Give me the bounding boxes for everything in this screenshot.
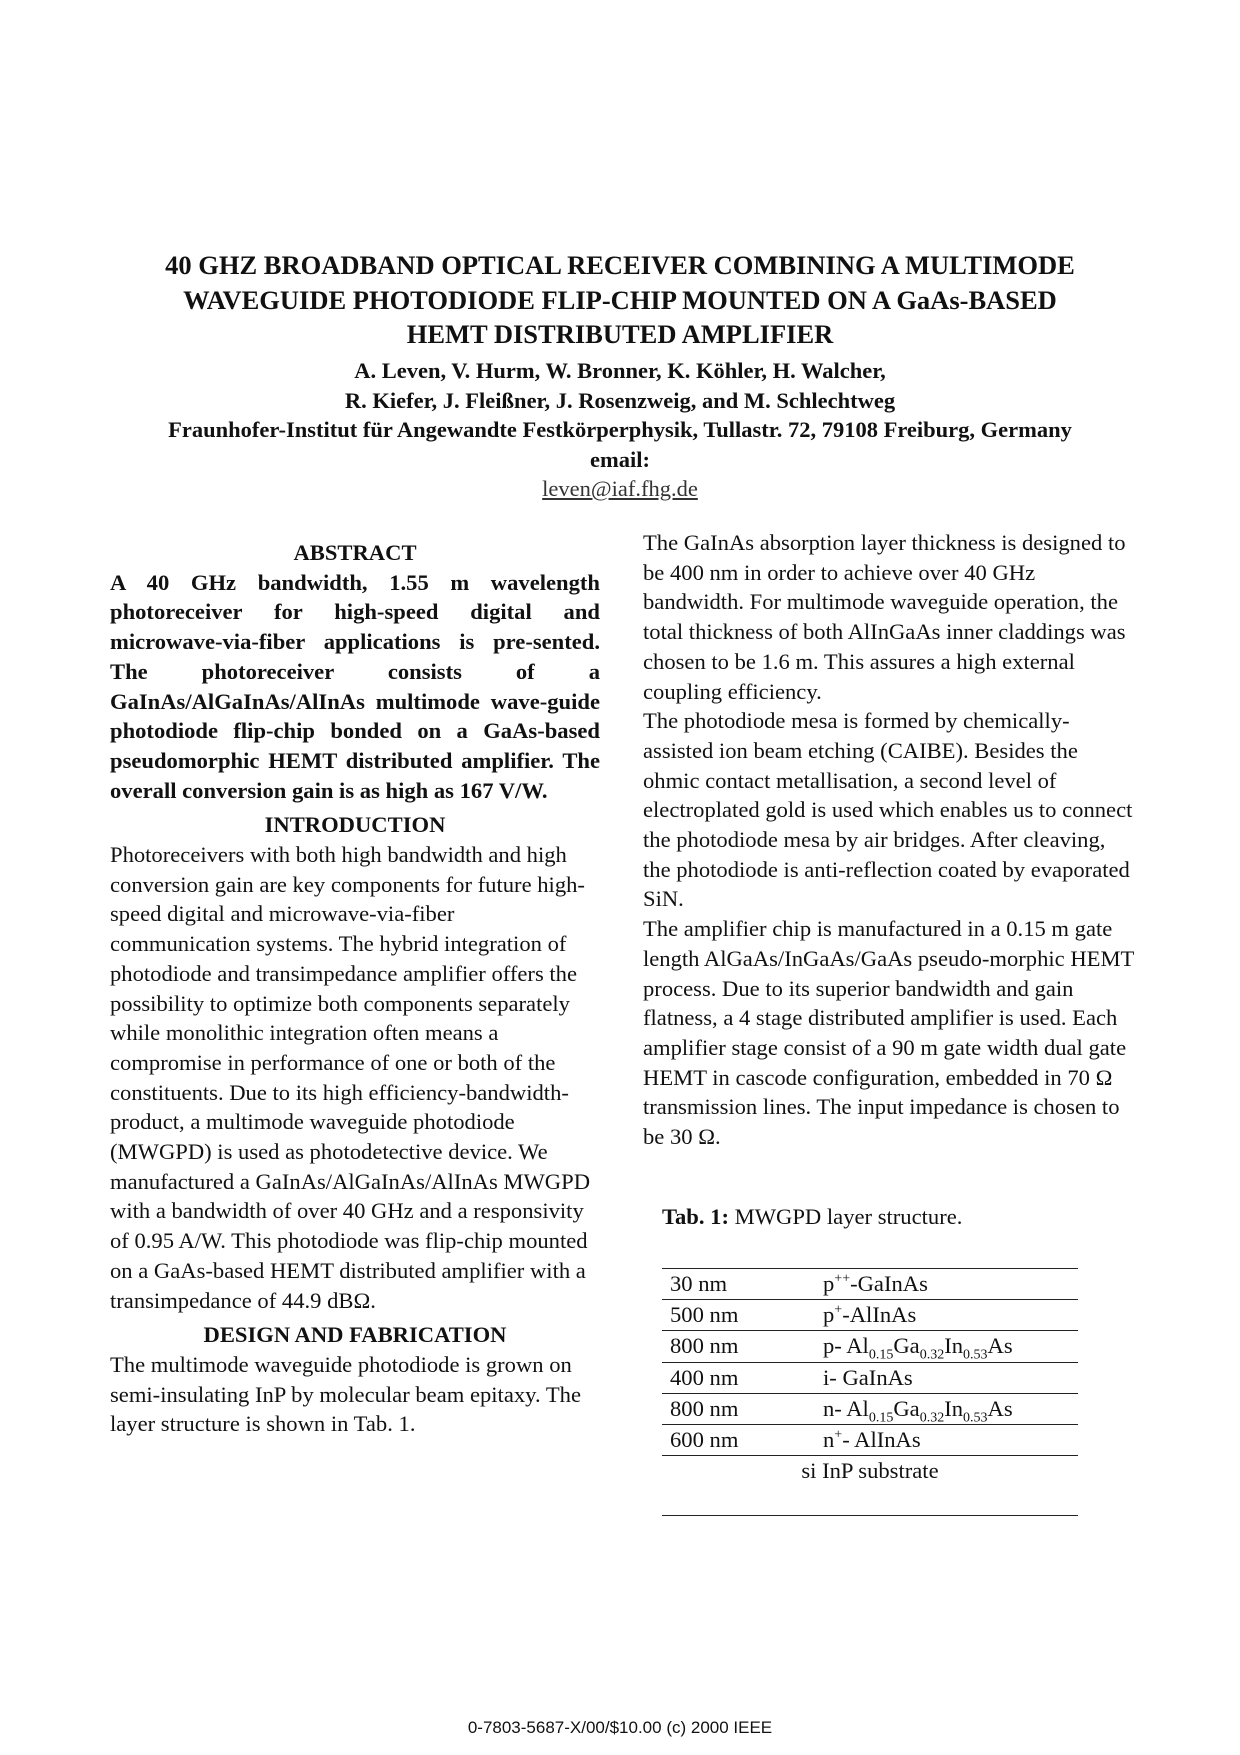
authors-line-2: R. Kiefer, J. Fleißner, J. Rosenzweig, and M. Schlechtweg: [344, 387, 896, 413]
copyright-footer: 0-7803-5687-X/00/$10.00 (c) 2000 IEEE: [467, 1718, 773, 1737]
author-block: [80, 356, 1160, 504]
right-column: [643, 528, 1138, 1152]
left-column: [110, 528, 600, 1439]
table-row: [662, 1300, 1078, 1331]
right-paragraph-3: The amplifier chip is manufactured in a 0.15 m gate length AlGaAs/InGaAs/GaAs pseudo-morphic HEMT process. Due to its superior bandwidth and gain flatness, a 4 stage distributed amplifier is used. Each amplifier stage consist of a 90 m gate width dual gate HEMT in cascode configuration, embedded in 70 Ω transmission lines. The input impedance is chosen to be 30 Ω.: [643, 916, 1134, 1150]
email-link[interactable]: leven@iaf.fhg.de: [542, 476, 698, 501]
design-text: The multimode waveguide photodiode is grown on semi-insulating InP by molecular beam epitaxy. The layer structure is shown in Tab. 1.: [110, 1351, 582, 1437]
layer-thickness: 400 nm: [662, 1362, 815, 1393]
layer-material: p++-GaInAs: [815, 1269, 1078, 1300]
layer-material: p- $Al_{0.15}Ga_{0.32}In_{0.53}As$: [815, 1331, 1078, 1362]
abstract-heading: ABSTRACT: [293, 540, 417, 565]
email-label: email:: [590, 446, 650, 472]
table-row: [662, 1331, 1078, 1362]
title-line-1: 40 GHZ BROADBAND OPTICAL RECEIVER COMBINING A MULTIMODE: [165, 250, 1075, 280]
layer-thickness: 800 nm: [662, 1393, 815, 1424]
affiliation: Fraunhofer-Institut für Angewandte Festkörperphysik, Tullastr. 72, 79108 Freiburg, Germany: [168, 417, 1072, 442]
table-row: [662, 1269, 1078, 1300]
table-row: [662, 1424, 1078, 1455]
layer-thickness: 30 nm: [662, 1269, 815, 1300]
layer-material: n- $Al_{0.15}Ga_{0.32}In_{0.53}As$: [815, 1393, 1078, 1424]
title-line-2: WAVEGUIDE PHOTODIODE FLIP-CHIP MOUNTED ON A GaAs-BASED: [183, 284, 1057, 315]
email-line: [80, 445, 1160, 504]
authors-line-1: A. Leven, V. Hurm, W. Bronner, K. Köhler, H. Walcher,: [354, 358, 886, 383]
introduction-text: Photoreceivers with both high bandwidth and high conversion gain are key components for future high-speed digital and microwave-via-fiber communication systems. The hybrid integration of photodiode and transimpedance amplifier offers the possibility to optimize both components separately while monolithic integration often means a compromise in performance of one or both of the constituents. Due to its high efficiency-bandwidth-product, a multimode waveguide photodiode (MWGPD) is used as photodetective device. We manufactured a GaInAs/AlGaInAs/AlInAs MWGPD with a bandwidth of over 40 GHz and a responsivity of 0.95 A/W. This photodiode was flip-chip mounted on a GaAs-based HEMT distributed amplifier with a transimpedance of 44.9 dBΩ.: [110, 842, 591, 1313]
layer-material: p+-AlInAs: [815, 1300, 1078, 1331]
introduction-heading: INTRODUCTION: [264, 812, 446, 838]
layer-material: n+- AlInAs: [815, 1424, 1078, 1455]
right-paragraph-2: The photodiode mesa is formed by chemically-assisted ion beam etching (CAIBE). Besides the ohmic contact metallisation, a second level of electroplated gold is used which enables us to connect the photodiode mesa by air bridges. After cleaving, the photodiode is anti-reflection coated by evaporated SiN.: [643, 708, 1133, 912]
layer-thickness: 600 nm: [662, 1424, 815, 1455]
abstract-text: A 40 GHz bandwidth, 1.55 m wavelength photoreceiver for high-speed digital and microwave-via-fiber applications is pre-sented. The photoreceiver consists of a GaInAs/AlGaInAs/AlInAs multimode wave-guide photodiode flip-chip bonded on a GaAs-based pseudomorphic HEMT distributed amplifier. The overall conversion gain is as high as 167 V/W.: [110, 569, 600, 803]
title-line-3: HEMT DISTRIBUTED AMPLIFIER: [406, 319, 834, 349]
table-row: [662, 1362, 1078, 1393]
table-row: [662, 1393, 1078, 1424]
paper-title: [100, 248, 1140, 352]
right-paragraph-1: The GaInAs absorption layer thickness is designed to be 400 nm in order to achieve over 40 GHz bandwidth. For multimode waveguide operation, the total thickness of both AlInGaAs inner claddings was chosen to be 1.6 m. This assures a high external coupling efficiency.: [643, 530, 1126, 704]
table-caption-label: Tab. 1:: [662, 1204, 729, 1229]
layer-structure-table: [662, 1268, 1078, 1486]
design-heading: DESIGN AND FABRICATION: [203, 1322, 507, 1348]
layer-material: i- GaInAs: [815, 1362, 1078, 1393]
table-caption-text: MWGPD layer structure.: [728, 1204, 963, 1229]
layer-thickness: 500 nm: [662, 1300, 815, 1331]
substrate-label: si InP substrate: [801, 1458, 939, 1484]
table-caption: [662, 1204, 962, 1230]
layer-thickness: 800 nm: [662, 1331, 815, 1362]
table-bottom-rule: [662, 1515, 1078, 1516]
table-row-substrate: [662, 1456, 1078, 1487]
